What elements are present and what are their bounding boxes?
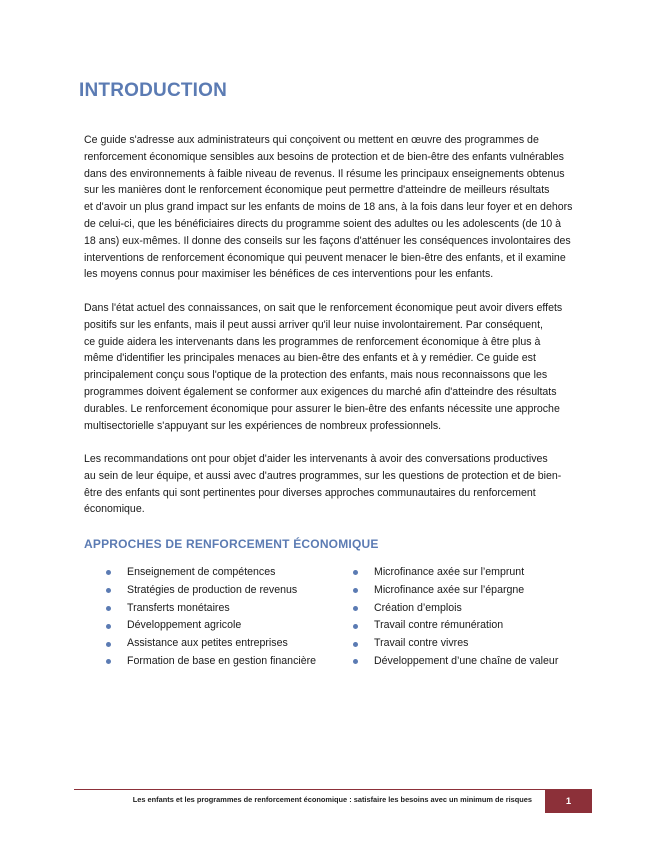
list-item [106,600,316,618]
list-item-label: Travail contre rémunération [374,619,504,632]
list-item-label: Assistance aux petites entreprises [127,637,288,650]
list-item-label: Travail contre vivres [374,637,469,650]
round-bullet-icon [106,642,111,647]
list-item-label: Microfinance axée sur l’épargne [374,583,525,596]
paragraph-line: Dans l'état actuel des connaissances, on sait que le renforcement économique peut avoir divers effets [84,302,563,314]
paragraph-line: dans des environnements à faible niveau de revenus. Il résume les principaux enseignements obtenus [84,167,565,180]
list-item [353,635,558,653]
list-item [106,582,316,600]
list-item [106,617,316,635]
page-number: 1 [545,790,592,813]
paragraph-line: être des enfants qui sont pertinentes pour diverses approches communautaires du renforcement [84,486,536,499]
list-item [353,653,558,671]
list-item [353,600,558,618]
intro-paragraph-2 [84,300,598,434]
round-bullet-icon [106,624,111,629]
paragraph-line: les moyens connus pour maximiser les bénéfices de ces interventions pour les enfants. [84,268,494,281]
intro-paragraph-3 [84,451,598,518]
paragraph-line: multisectorielle s'appuyant sur les expériences de nombreux professionnels. [84,419,442,432]
list-item-label: Microfinance axée sur l’emprunt [374,566,525,578]
list-item-label: Formation de base en gestion financière [127,654,317,667]
round-bullet-icon [106,606,111,611]
round-bullet-icon [353,624,358,629]
footer-running-title: Les enfants et les programmes de renforcement économique : satisfaire les besoins avec un minimum de risques [132,795,532,804]
paragraph-line: ce guide aidera les intervenants dans les programmes de renforcement économique à être plus à [84,335,541,348]
round-bullet-icon [353,588,358,593]
paragraph-line: durables. Le renforcement économique pour assurer le bien-être des enfants nécessite une approche [84,402,560,415]
list-item [353,617,558,635]
list-item [106,653,316,671]
paragraph-line: interventions de renforcement économique qui peuvent menacer le bien-être des enfants, et il examine [84,251,566,264]
paragraph-line: et d'avoir un plus grand impact sur les enfants de moins de 18 ans, à la fois dans leur foyer et en dehors [84,201,573,214]
list-item-label: Développement agricole [127,619,242,632]
approaches-list-right [353,564,558,671]
intro-paragraph-1 [84,132,598,283]
list-item-label: Transferts monétaires [127,601,230,614]
round-bullet-icon [353,642,358,647]
round-bullet-icon [106,659,111,664]
approaches-list-left [106,564,316,671]
list-item-label: Enseignement de compétences [127,566,276,578]
round-bullet-icon [353,570,358,575]
paragraph-line: même d'identifier les principales menaces au bien-être des enfants et à y remédier. Ce guide est [84,352,536,365]
round-bullet-icon [106,588,111,593]
paragraph-line: sur les manières dont le renforcement économique peut permettre d'atteindre de meilleurs résultats [84,184,550,197]
list-item [106,635,316,653]
round-bullet-icon [353,659,358,664]
paragraph-line: Les recommandations ont pour objet d'aider les intervenants à avoir des conversations productives [84,453,548,465]
list-item-label: Stratégies de production de revenus [127,583,298,596]
list-item [106,564,316,582]
paragraph-line: de celui-ci, que les bénéficiaires directs du programme soient des adultes ou les adolescents (de 10 à [84,217,561,230]
list-item-label: Création d’emplois [374,601,462,614]
paragraph-line: Ce guide s'adresse aux administrateurs qui conçoivent ou mettent en œuvre des programmes de [84,134,539,146]
list-item [353,564,558,582]
list-item-label: Développement d’une chaîne de valeur [374,654,559,667]
paragraph-line: renforcement économique sensibles aux besoins de protection et de bien-être des enfants vulnérables [84,150,564,163]
paragraph-line: programmes doivent également se conformer aux exigences du marché afin d'atteindre des résultats [84,385,557,398]
page-title: INTRODUCTION [79,80,228,101]
paragraph-line: positifs sur les enfants, mais il peut aussi arriver qu'il leur nuise involontairement. Par conséquent, [84,318,543,331]
paragraph-line: économique. [84,503,145,516]
list-item [353,582,558,600]
paragraph-line: 18 ans) eux-mêmes. Il donne des conseils sur les façons d'atténuer les conséquences involontaires des [84,234,571,247]
paragraph-line: principalement conçu sous l'optique de la protection des enfants, mais nous reconnaissons que les [84,369,548,382]
section-heading: APPROCHES DE RENFORCEMENT ÉCONOMIQUE [84,537,379,551]
paragraph-line: au sein de leur équipe, et aussi avec d'autres programmes, sur les questions de protection et de bien- [84,469,562,482]
round-bullet-icon [353,606,358,611]
round-bullet-icon [106,570,111,575]
footer-divider [74,789,592,790]
